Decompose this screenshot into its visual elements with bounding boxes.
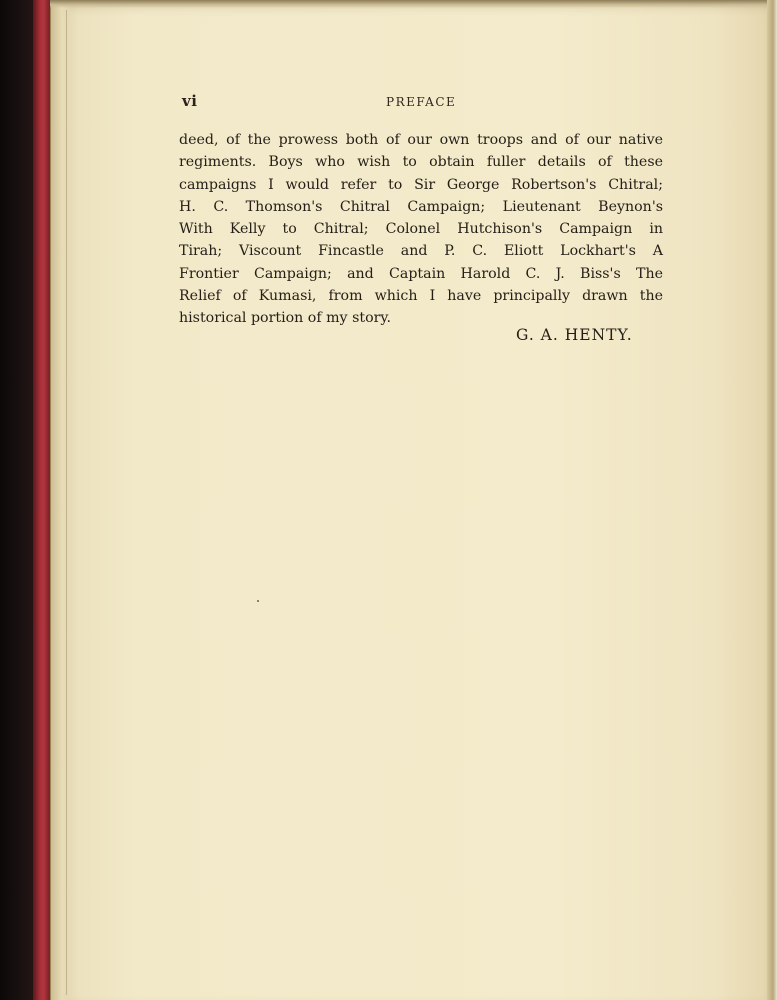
text-line: Tirah; Viscount Fincastle and P. C. Eliott Lockhart's A bbox=[179, 243, 663, 260]
text-line: H. C. Thomson's Chitral Campaign; Lieutenant Beynon's bbox=[179, 198, 663, 215]
text-line: Frontier Campaign; and Captain Harold C. J. Biss's The bbox=[179, 265, 663, 282]
text-line: regiments. Boys who wish to obtain fuller details of these bbox=[179, 154, 663, 171]
page-header bbox=[182, 92, 662, 112]
text-line: With Kelly to Chitral; Colonel Hutchison's Campaign in bbox=[179, 221, 663, 238]
page-top-edge bbox=[50, 0, 772, 8]
page-gutter bbox=[50, 0, 73, 1000]
text-line: Relief of Kumasi, from which I have principally drawn the bbox=[179, 288, 663, 305]
text-line: deed, of the prowess both of our own troops and of our native bbox=[179, 132, 663, 148]
book-cover-edge bbox=[33, 0, 51, 1000]
text-line: historical portion of my story. bbox=[179, 310, 392, 327]
page-number: vi bbox=[182, 92, 198, 110]
page-right-edge bbox=[767, 0, 777, 1000]
author-signature: G. A. HENTY. bbox=[516, 326, 633, 344]
text-line: campaigns I would refer to Sir George Robertson's Chitral; bbox=[179, 176, 663, 193]
running-head: PREFACE bbox=[386, 95, 457, 109]
preface-body bbox=[179, 129, 663, 330]
paper-speck bbox=[257, 600, 259, 602]
page-gutter-line bbox=[66, 10, 67, 995]
